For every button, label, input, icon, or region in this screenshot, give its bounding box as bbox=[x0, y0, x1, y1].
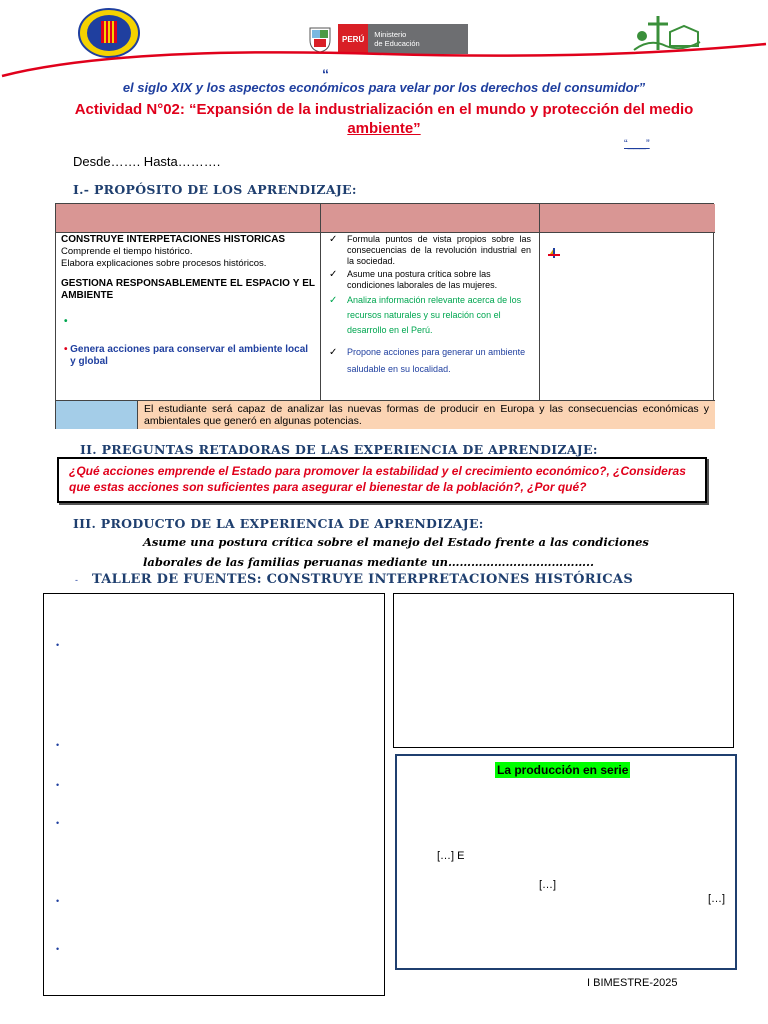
product-description: Asume una postura crítica sobre el manejo del Estado frente a las condiciones laborales de las familias peruanas mediante un……………………………….. bbox=[143, 535, 649, 569]
header-red-arc bbox=[0, 40, 768, 80]
activity-title bbox=[50, 100, 718, 138]
bullet-point: • bbox=[56, 944, 60, 954]
checkmark-icon: ✓ bbox=[329, 234, 338, 245]
ministry-name-line1: Ministerio bbox=[374, 30, 407, 39]
page-header bbox=[0, 0, 768, 70]
purpose-text: El estudiante será capaz de analizar las nuevas formas de producir en Europa y las consecuencias económicas y ambientales que generó en algunas potencias. bbox=[138, 400, 715, 429]
ellipsis-text: […] E bbox=[437, 850, 465, 862]
table-header-cell bbox=[540, 204, 715, 233]
peru-label: PERÚ bbox=[338, 24, 368, 54]
mass-production-label: La producción en serie bbox=[497, 763, 629, 777]
competencies-cell bbox=[56, 233, 321, 400]
checkmark-icon: ✓ bbox=[329, 347, 338, 358]
mass-production-box bbox=[395, 754, 737, 970]
criterion-text: Asume una postura crítica sobre las condiciones laborales de las mujeres. bbox=[347, 269, 498, 290]
competency-1-title: CONSTRUYE INTERPETACIONES HISTORICAS bbox=[61, 234, 286, 245]
table-header-cell bbox=[56, 204, 321, 233]
checkmark-icon: ✓ bbox=[329, 295, 338, 306]
date-range: Desde……. Hasta………. bbox=[73, 154, 221, 169]
bullet-point: • bbox=[56, 740, 60, 750]
capacity-3: Genera acciones para conservar el ambiente local y global bbox=[70, 344, 309, 367]
checkmark-icon: ✓ bbox=[329, 269, 338, 280]
ellipsis-text: […] bbox=[708, 893, 726, 905]
criteria-cell bbox=[321, 233, 540, 400]
subtitle: el siglo XIX y los aspectos económicos para velar por los derechos del consumidor” bbox=[122, 80, 646, 95]
small-quote-blank: “___” bbox=[624, 138, 650, 150]
capacity-1: Comprende el tiempo histórico. bbox=[61, 246, 193, 257]
table-header-cell bbox=[321, 204, 540, 233]
criterion-item bbox=[329, 344, 531, 378]
activity-title-line2: ambiente” bbox=[347, 120, 421, 137]
ministry-name-line2: de Educación bbox=[374, 39, 420, 48]
red-bullet: • bbox=[64, 344, 68, 355]
bullet-point: • bbox=[56, 896, 60, 906]
ellipsis-text: […] bbox=[539, 879, 557, 891]
sources-right-top-box bbox=[393, 593, 734, 748]
evidence-cell bbox=[540, 233, 715, 400]
criterion-text: Formula puntos de vista propios sobre las consecuencias de la revolución industrial en la sociedad. bbox=[347, 234, 531, 266]
challenge-question: ¿Qué acciones emprende el Estado para promover la estabilidad y el crecimiento económico?, ¿Consideras que estas acciones son suficientes para asegurar el bienestar de la población?, ¿Por qué? bbox=[57, 457, 707, 503]
competency-2-title: GESTIONA RESPONSABLEMENTE EL ESPACIO Y EL AMBIENTE bbox=[61, 278, 315, 301]
section-2-heading: II. PREGUNTAS RETADORAS DE LAS EXPERIENCIA DE APRENDIZAJE: bbox=[80, 442, 598, 457]
bullet-point: • bbox=[56, 780, 60, 790]
arrow-marker-icon bbox=[548, 247, 560, 259]
capacity-2: Elabora explicaciones sobre procesos históricos. bbox=[61, 258, 267, 269]
section-1-heading: I.- PROPÓSITO DE LOS APRENDIZAJE: bbox=[73, 182, 357, 197]
dash-marker: - bbox=[75, 575, 78, 585]
bullet-point: • bbox=[56, 640, 60, 650]
criterion-item bbox=[329, 269, 531, 291]
sources-left-box bbox=[43, 593, 385, 996]
activity-title-line1: Actividad N°02: “Expansión de la industrialización en el mundo y protección del medio bbox=[74, 101, 694, 118]
purpose-label-cell bbox=[56, 400, 138, 429]
green-bullet: • bbox=[64, 316, 68, 327]
workshop-heading: TALLER DE FUENTES: CONSTRUYE INTERPRETACIONES HISTÓRICAS bbox=[92, 572, 634, 587]
section-3-heading: III. PRODUCTO DE LA EXPERIENCIA DE APRENDIZAJE: bbox=[73, 516, 484, 531]
competency-2-item bbox=[61, 344, 315, 368]
quote-mark: “ bbox=[322, 66, 329, 82]
criterion-item bbox=[329, 234, 531, 267]
criterion-text: Propone acciones para generar un ambiente saludable en su localidad. bbox=[347, 347, 526, 374]
criterion-item bbox=[329, 293, 531, 338]
period-label: I BIMESTRE-2025 bbox=[587, 977, 678, 989]
purpose-table bbox=[55, 203, 714, 429]
bullet-point: • bbox=[56, 818, 60, 828]
criterion-text: Analiza información relevante acerca de los recursos naturales y su relación con el desarrollo en el Perú. bbox=[347, 295, 522, 335]
